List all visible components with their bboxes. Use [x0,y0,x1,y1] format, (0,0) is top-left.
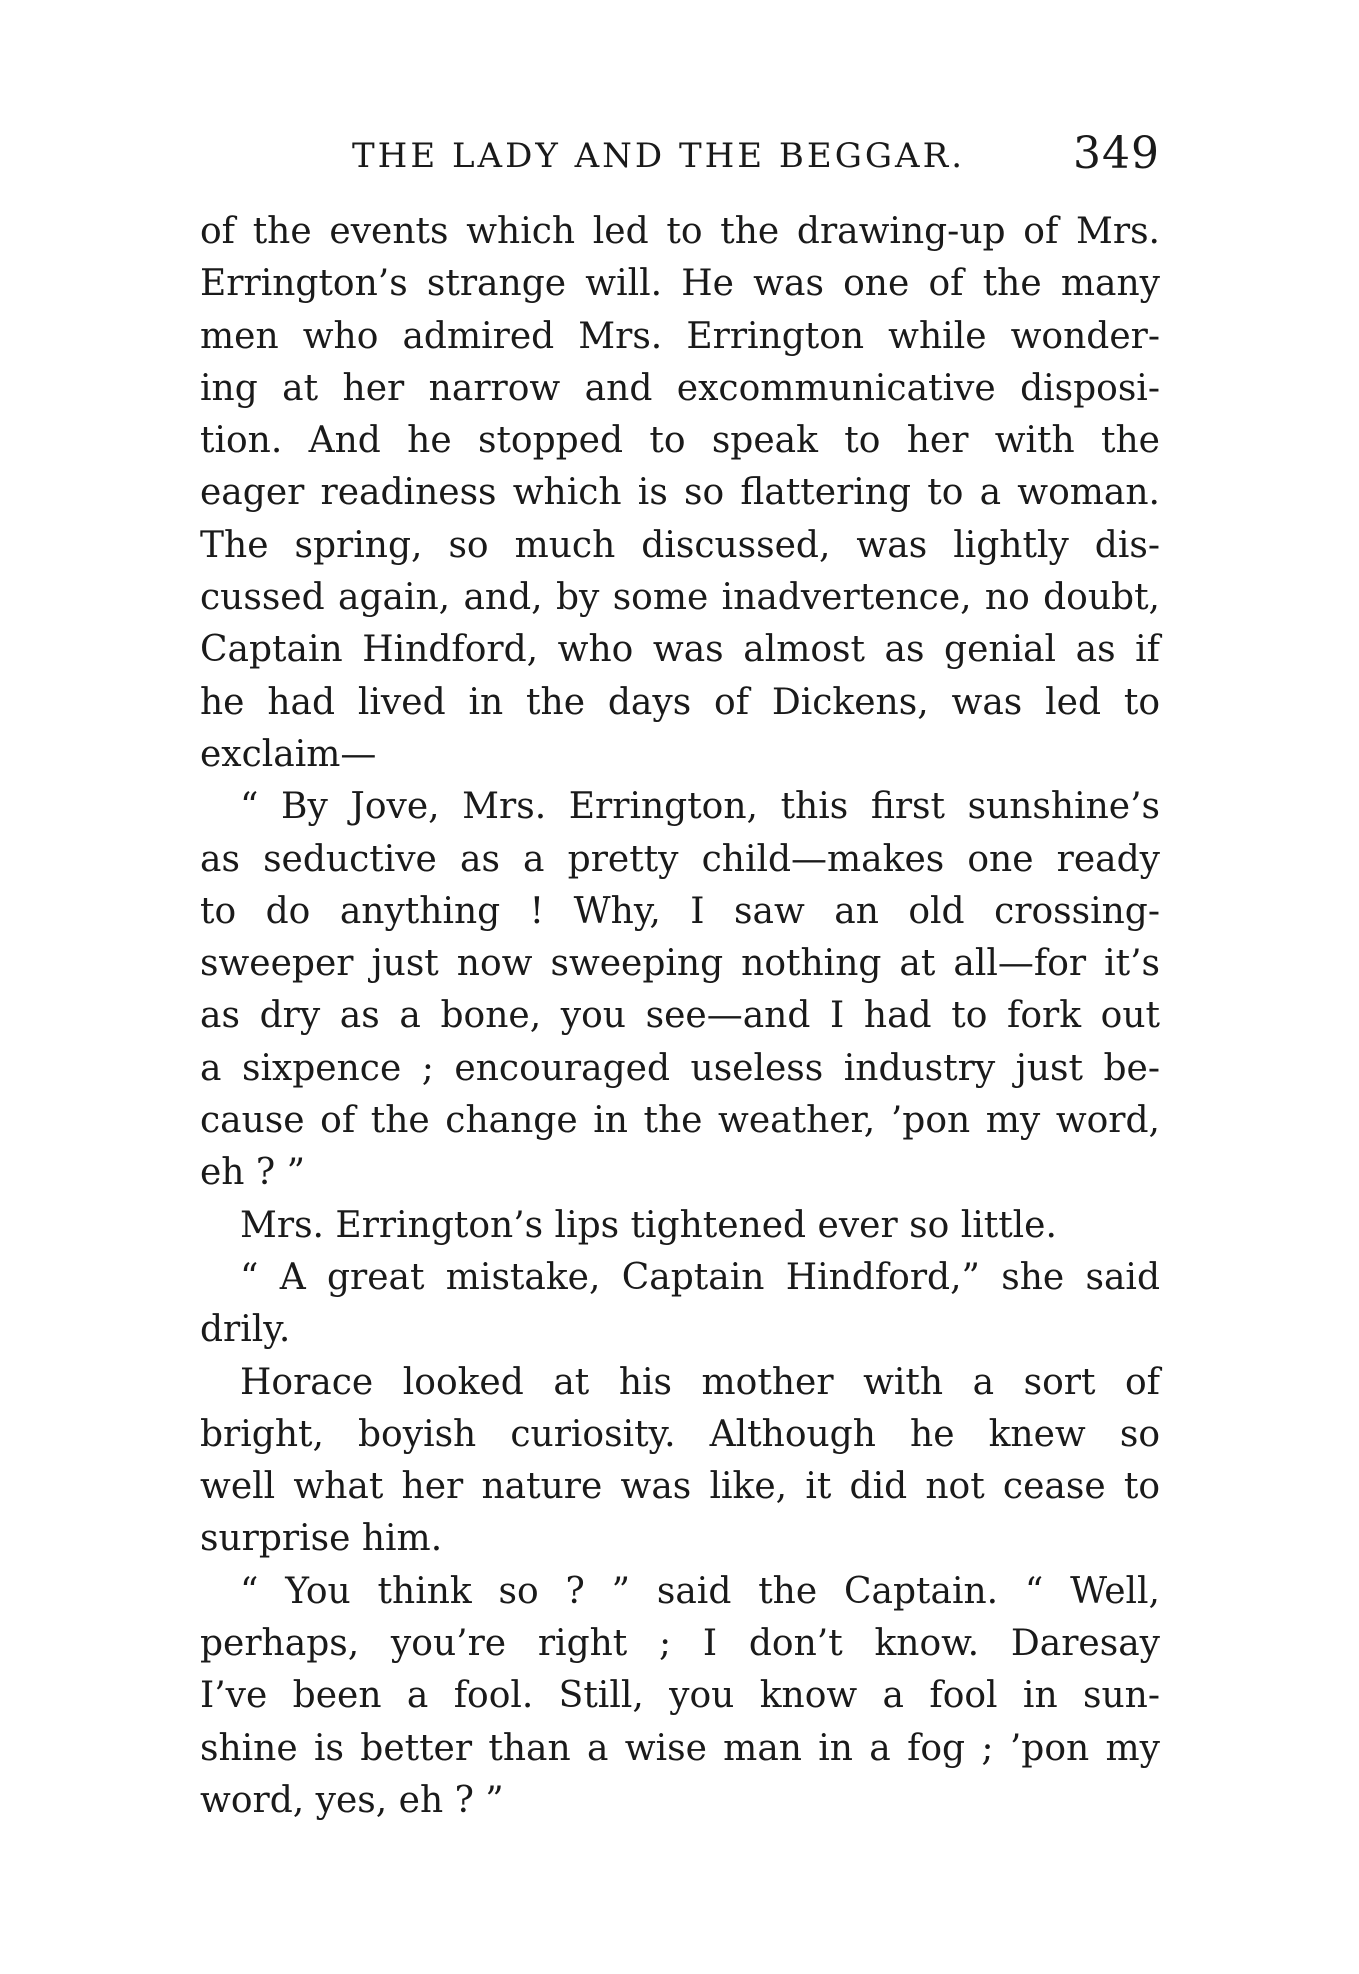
text-line: cussed again, and, by some inadvertence, no doubt, [200,577,1160,619]
text-line: eager readiness which is so flattering to a woman. [200,472,1160,514]
text-line: shine is better than a wise man in a fog ; ’pon my [200,1727,1160,1769]
text-line: Errington’s strange will. He was one of the many [200,263,1160,305]
text-line: a sixpence ; encouraged useless industry just be- [200,1047,1160,1089]
text-line: he had lived in the days of Dickens, was led to [200,681,1160,723]
text-line: eh ? ” [200,1152,306,1194]
text-line: tion. And he stopped to speak to her with the [200,420,1160,462]
text-line: well what her nature was like, it did not cease to [200,1466,1160,1508]
text-line: “ You think so ? ” said the Captain. “ Well, [240,1570,1160,1612]
text-line: I’ve been a fool. Still, you know a fool in sun- [200,1675,1160,1717]
text-line: bright, boyish curiosity. Although he knew so [200,1413,1160,1455]
page-number: 349 [1073,128,1160,179]
text-line: perhaps, you’re right ; I don’t know. Daresay [200,1623,1160,1665]
text-line: drily. [200,1309,291,1351]
text-line: as dry as a bone, you see—and I had to fork out [200,995,1160,1037]
text-line: cause of the change in the weather, ’pon my word, [200,1100,1160,1142]
text-line: exclaim— [200,733,377,775]
text-line: sweeper just now sweeping nothing at all—for it’s [200,943,1160,985]
text-line: Captain Hindford, who was almost as genial as if [200,629,1160,671]
text-line: to do anything ! Why, I saw an old crossing- [200,890,1160,932]
text-line: The spring, so much discussed, was lightly dis- [200,524,1160,566]
running-head [200,128,1160,188]
text-line: “ By Jove, Mrs. Errington, this first sunshine’s [240,786,1160,828]
text-line: ing at her narrow and excommunicative disposi- [200,367,1160,409]
text-line: “ A great mistake, Captain Hindford,” she said [240,1256,1160,1298]
running-title: THE LADY AND THE BEGGAR. [352,136,966,176]
text-line: Horace looked at his mother with a sort of [240,1361,1160,1403]
body-text [200,206,1160,1827]
text-line: word, yes, eh ? ” [200,1779,504,1821]
text-line: men who admired Mrs. Errington while wonder- [200,315,1160,357]
text-line: of the events which led to the drawing-up of Mrs. [200,211,1160,252]
text-line: as seductive as a pretty child—makes one ready [200,838,1160,880]
text-line: surprise him. [200,1518,443,1560]
text-line: Mrs. Errington’s lips tightened ever so little. [240,1204,1057,1246]
